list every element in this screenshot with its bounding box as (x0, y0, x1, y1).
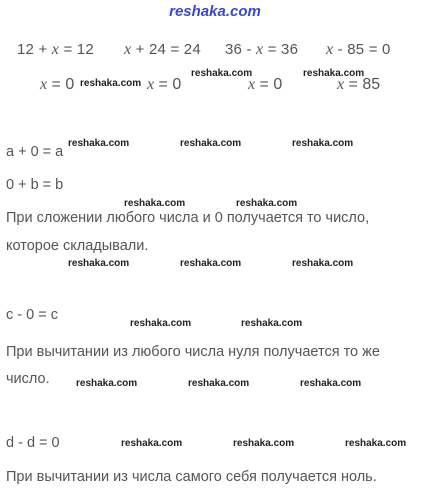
watermark: reshaka.com (130, 318, 192, 329)
watermark: reshaka.com (121, 438, 183, 449)
watermark: reshaka.com (191, 68, 253, 79)
equation-3: 36 - x = 36 (225, 41, 299, 58)
text-addition-line-2: которое складывали. (6, 238, 149, 254)
watermark: reshaka.com (303, 68, 365, 79)
watermark: reshaka.com (68, 258, 130, 269)
watermark: reshaka.com (124, 198, 186, 209)
watermark: reshaka.com (180, 258, 242, 269)
answer-4: x = 85 (337, 76, 381, 93)
equation-4: x - 85 = 0 (326, 41, 391, 58)
watermark: reshaka.com (233, 438, 295, 449)
text-subtract-zero-line-2: число. (6, 371, 50, 387)
rule-subtract-zero: c - 0 = c (6, 307, 58, 323)
rule-addition-2: 0 + b = b (6, 177, 64, 193)
watermark: reshaka.com (292, 138, 354, 149)
site-logo: reshaka.com (169, 3, 261, 20)
text-subtract-self: При вычитании из числа самого себя получается ноль. (6, 469, 377, 485)
rule-addition-1: a + 0 = a (6, 144, 64, 160)
watermark: reshaka.com (300, 378, 362, 389)
watermark: reshaka.com (80, 78, 142, 89)
text-addition-line-1: При сложении любого числа и 0 получается то число, (6, 210, 370, 226)
watermark: reshaka.com (76, 378, 138, 389)
watermark: reshaka.com (68, 138, 130, 149)
watermark: reshaka.com (180, 138, 242, 149)
text-subtract-zero-line-1: При вычитании из любого числа нуля получается то же (6, 344, 380, 360)
rule-subtract-self: d - d = 0 (6, 435, 60, 451)
answer-3: x = 0 (248, 76, 283, 93)
watermark: reshaka.com (236, 198, 298, 209)
equation-1: 12 + x = 12 (17, 41, 94, 58)
answer-2: x = 0 (147, 76, 182, 93)
answer-1: x = 0 (40, 76, 75, 93)
watermark: reshaka.com (345, 438, 407, 449)
equation-2: x + 24 = 24 (124, 41, 201, 58)
watermark: reshaka.com (241, 318, 303, 329)
watermark: reshaka.com (292, 258, 354, 269)
watermark: reshaka.com (188, 378, 250, 389)
